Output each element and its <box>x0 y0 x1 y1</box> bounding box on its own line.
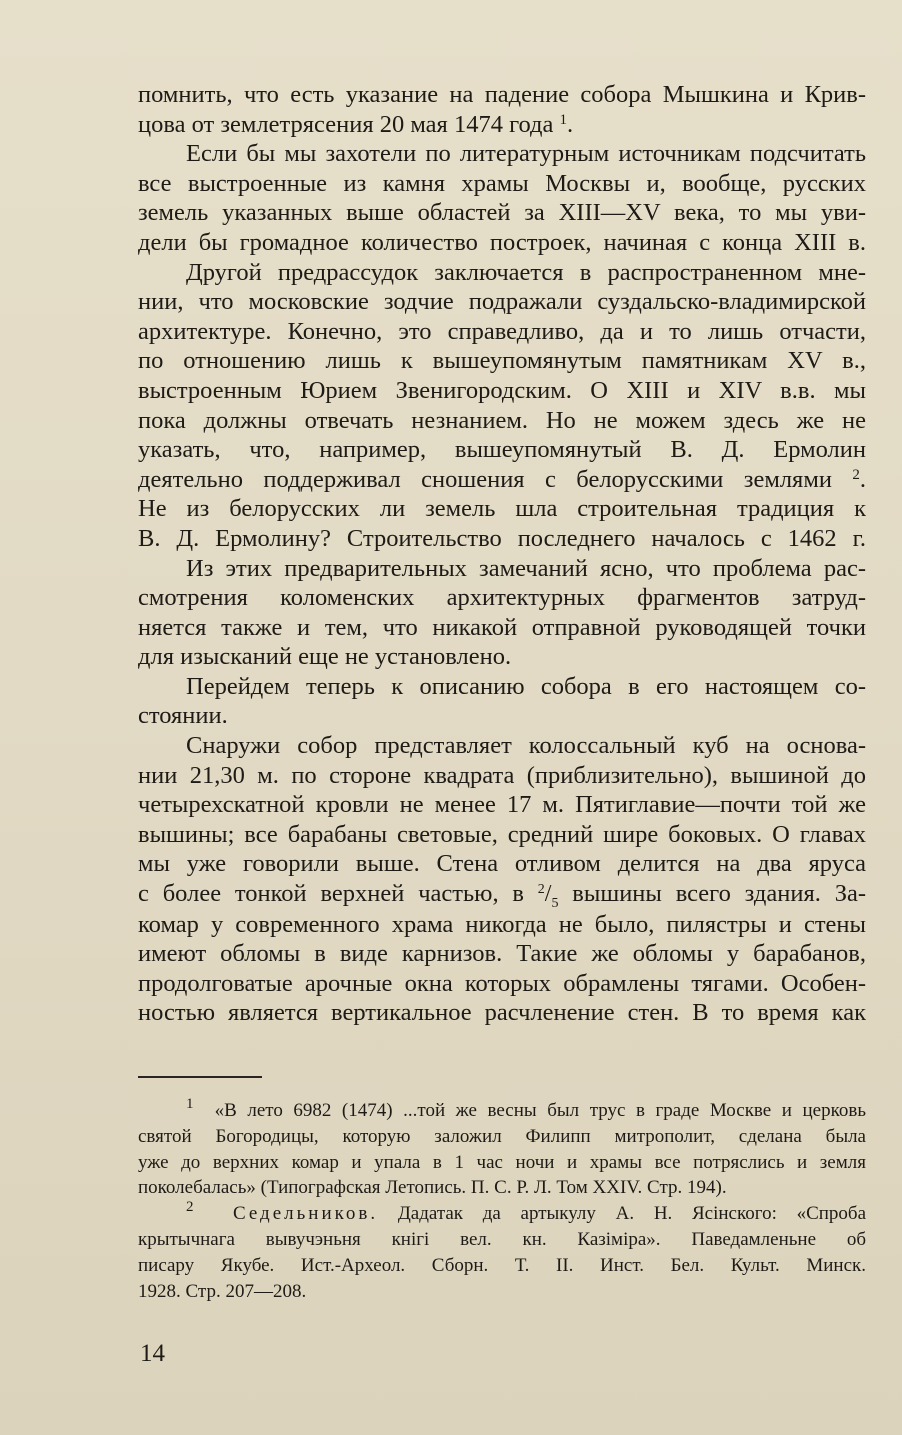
text-line: все выстроенные из камня храмы Москвы и, вообще, русских <box>138 169 866 197</box>
footnotes <box>138 1098 866 1304</box>
footnote-author: Седельников. <box>232 1203 379 1225</box>
text-line: Снаружи собор представляет колоссальный куб на основа- <box>186 732 866 760</box>
text-line: указать, что, например, вышеупомянутый В. Д. Ермолин <box>138 436 866 464</box>
text-line: смотрения коломенских архитектурных фрагментов затруд- <box>138 584 866 612</box>
text-line: вышины; все барабаны световые, средний шире боковых. О главах <box>138 820 866 848</box>
text-line: архитектуре. Конечно, это справедливо, да и то лишь отчасти, <box>138 317 866 345</box>
footnote-line: уже до верхних комар и упала в 1 час ночи и храмы все потряслись и земля <box>138 1151 866 1173</box>
text-line: Если бы мы захотели по литературным источникам подсчитать <box>186 140 866 168</box>
footnote-mark: 1 <box>186 1096 194 1112</box>
footnote-line: $^2$ Седельников. Дадатак да артыкулу А. Н. Ясінского: «Спроба <box>186 1199 867 1225</box>
text-line: ностью является вертикальное расчленение стен. В то время как <box>138 999 866 1027</box>
footnote-line: крытычнага вывучэньня кнігі вел. кн. Казіміра». Паведамленьне об <box>138 1228 866 1250</box>
text-line: четырехскатной кровли не менее 17 м. Пятиглавие—почти той же <box>138 791 866 819</box>
text-line: земель указанных выше областей за XIII—XV века, то мы уви- <box>138 199 866 227</box>
text-line: с более тонкой верхней частью, в $^2/_5$ вышины всего здания. За- <box>138 880 867 911</box>
footnote-divider <box>138 1076 262 1078</box>
footnote-line: святой Богородицы, которую заложил Филипп митрополит, сделана была <box>138 1125 866 1147</box>
text-line: Перейдем теперь к описанию собора в его настоящем со- <box>186 672 866 700</box>
text-line: выстроенным Юрием Звенигородским. О XIII и XIV в.в. мы <box>138 376 866 404</box>
text-line: цова от землетрясения 20 мая 1474 года $^1$. <box>138 110 574 138</box>
text-line: нии 21,30 м. по стороне квадрата (приблизительно), вышиной до <box>138 761 866 789</box>
text-line: Не из белорусских ли земель шла строительная традиция к <box>138 495 866 523</box>
text-line: по отношению лишь к вышеупомянутым памятникам XV в., <box>138 347 866 375</box>
text-line: пока должны отвечать незнанием. Но не можем здесь же не <box>138 406 866 434</box>
text-line: Из этих предварительных замечаний ясно, что проблема рас- <box>186 554 866 582</box>
footnote-ref: 1 <box>559 111 568 128</box>
text-line: Другой предрассудок заключается в распространенном мне- <box>186 258 866 286</box>
footnote-line: 1928. Стр. 207—208. <box>138 1280 307 1302</box>
text-line: няется также и тем, что никакой отправной руководящей точки <box>138 613 866 641</box>
text-line: нии, что московские зодчие подражали суздальско-владимирской <box>138 288 866 316</box>
text-line: для изысканий еще не установлено. <box>138 643 512 671</box>
footnote-mark: 2 <box>186 1199 194 1216</box>
text-line: стоянии. <box>138 702 228 730</box>
fraction: $^2/_5$ <box>537 881 559 911</box>
text-line: имеют обломы в виде карнизов. Такие же обломы у барабанов, <box>138 940 866 968</box>
footnote-line: писару Якубе. Ист.-Археол. Сборн. Т. II. Инст. Бел. Культ. Минск. <box>138 1254 866 1276</box>
footnote-line: $^1$ «В лето 6982 (1474) ...той же весны был трус в граде Москве и церковь <box>186 1096 867 1121</box>
page-number: 14 <box>140 1340 165 1367</box>
text-line: деятельно поддерживал сношения с белорусскими землями $^2$. <box>138 465 867 493</box>
text-line: В. Д. Ермолину? Строительство последнего началось с 1462 г. <box>138 524 866 552</box>
text-line: дели бы громадное количество построек, начиная с конца XIII в. <box>138 228 866 256</box>
text-line: комар у современного храма никогда не было, пилястры и стены <box>138 910 866 938</box>
footnote-line: поколебалась» (Типографская Летопись. П. С. Р. Л. Том XXIV. Стр. 194). <box>138 1177 727 1199</box>
main-text <box>138 80 866 1028</box>
footnote-ref: 2 <box>852 466 860 483</box>
text-line: помнить, что есть указание на падение собора Мышкина и Крив- <box>138 81 866 108</box>
text-line: мы уже говорили выше. Стена отливом делится на два яруса <box>138 850 866 878</box>
text-line: продолговатые арочные окна которых обрамлены тягами. Особен- <box>138 969 866 997</box>
